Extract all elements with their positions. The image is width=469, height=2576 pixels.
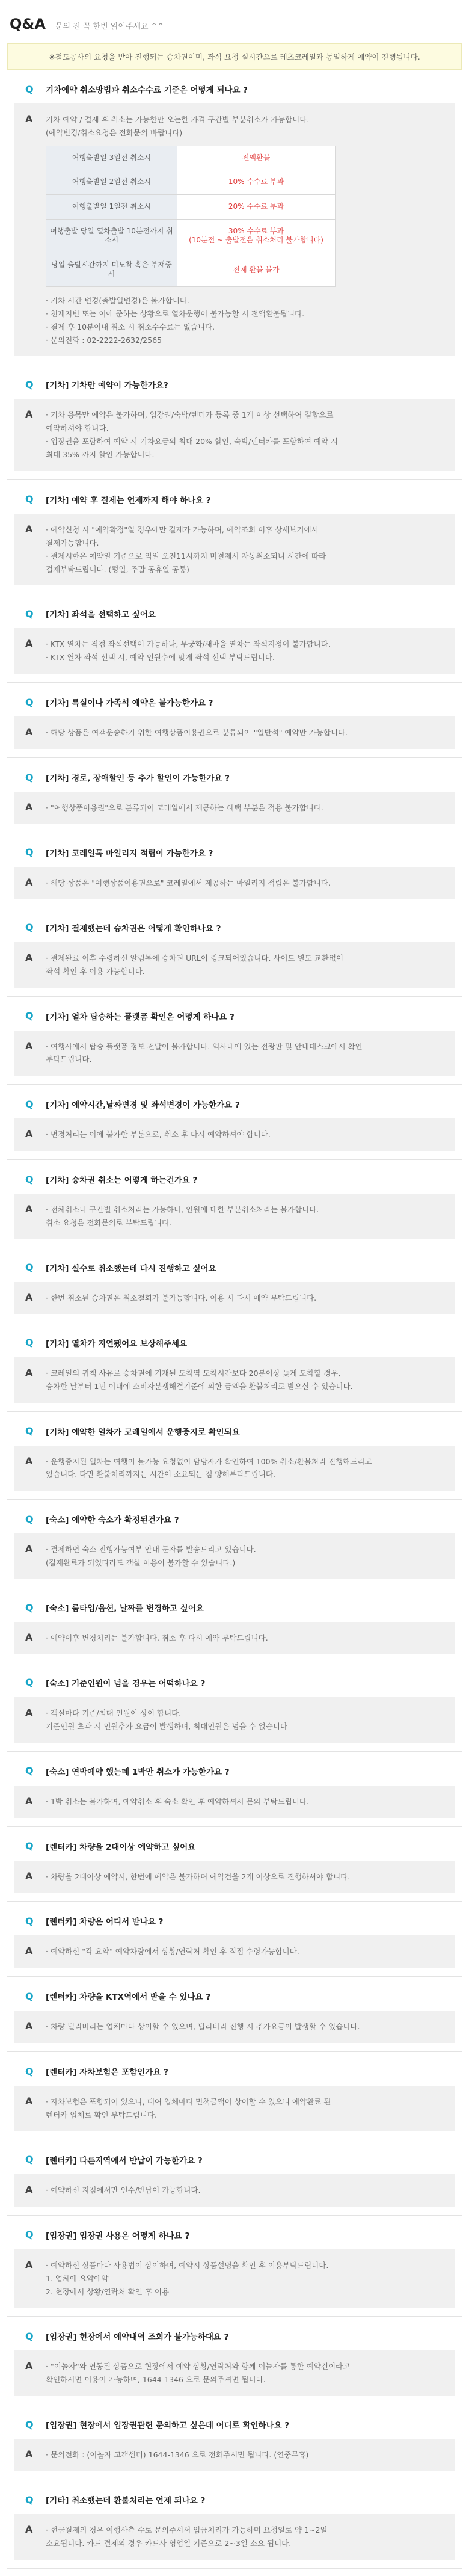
fee-charge-cell: 10% 수수료 부과 bbox=[177, 170, 336, 195]
question-mark-icon: Q bbox=[25, 1098, 34, 1110]
question-text: 기차예약 취소방법과 취소수수료 기준은 어떻게 되나요 ? bbox=[46, 85, 248, 95]
question-text: [기차] 결제했는데 승차권은 어떻게 확인하나요 ? bbox=[46, 923, 221, 934]
answer-line: · 차량을 2대이상 예약시, 한번에 예약은 불가하며 예약건을 2개 이상으로 진행하셔야 합니다. bbox=[46, 1872, 351, 1881]
answer-body bbox=[46, 1455, 444, 1482]
question-text: [입장권] 현장에서 예약내역 조회가 불가능하대요 ? bbox=[46, 2332, 229, 2343]
question-text: [렌터카] 차량은 어디서 받나요 ? bbox=[46, 1917, 164, 1927]
question-mark-icon: Q bbox=[25, 1601, 34, 1613]
answer-body bbox=[46, 113, 444, 347]
answer-body bbox=[46, 2360, 444, 2386]
answer-line: · 예약하신 "각 요약" 예약차량에서 상황/연락처 확인 후 직접 수령가능합니다. bbox=[46, 1947, 299, 1956]
answer-body bbox=[46, 638, 444, 664]
answer-mark-icon: A bbox=[25, 951, 33, 963]
question-mark-icon: Q bbox=[25, 1677, 34, 1689]
answer-line: 예약하셔야 합니다. bbox=[46, 424, 109, 433]
qa-item bbox=[7, 365, 462, 480]
answer-mark-icon: A bbox=[25, 1870, 33, 1882]
answer-line: · 기차 시간 변경(출발일변경)은 불가합니다. bbox=[46, 295, 189, 305]
question-row[interactable] bbox=[7, 997, 462, 1031]
answer-line: 부탁드립니다. bbox=[46, 1055, 92, 1064]
answer-box bbox=[14, 1533, 455, 1579]
answer-body bbox=[46, 2524, 444, 2550]
question-text: [기차] 승차권 취소는 어떻게 하는건가요 ? bbox=[46, 1176, 198, 1186]
question-text: [숙소] 예약한 숙소가 확정된건가요 ? bbox=[46, 1515, 179, 1526]
question-text: [기차] 기차만 예약이 가능한가요? bbox=[46, 381, 168, 391]
answer-line: · "이놀자"와 연동된 상품으로 현장에서 예약 상황/연락처와 함께 이놀자를 통한 예약건이라고 bbox=[46, 2362, 351, 2371]
question-mark-icon: Q bbox=[25, 2229, 34, 2241]
qa-item bbox=[7, 1160, 462, 1248]
answer-mark-icon: A bbox=[25, 1795, 33, 1807]
question-text: [입장권] 현장에서 입장권관련 문의하고 싶은데 어디로 확인하나요 ? bbox=[46, 2421, 290, 2431]
question-mark-icon: Q bbox=[25, 608, 34, 620]
fee-charge-cell: 전액환불 bbox=[177, 146, 336, 170]
answer-line: · 코레일의 귀책 사유로 승차권에 기재된 도착역 도착시간보다 20분이상 늦게 도착할 경우, bbox=[46, 1368, 341, 1378]
table-row bbox=[46, 253, 336, 286]
qa-item bbox=[7, 1500, 462, 1588]
question-mark-icon: Q bbox=[25, 1173, 34, 1185]
table-row bbox=[46, 194, 336, 219]
answer-mark-icon: A bbox=[25, 1366, 33, 1378]
qa-item bbox=[7, 1977, 462, 2052]
answer-line: 렌터카 업체로 확인 부탁드립니다. bbox=[46, 2110, 157, 2120]
answer-mark-icon: A bbox=[25, 1706, 33, 1718]
question-text: [기차] 열차 탑승하는 플랫폼 확인은 어떻게 하나요 ? bbox=[46, 1012, 234, 1022]
question-text: [기차] 좌석을 선택하고 싶어요 bbox=[46, 610, 156, 620]
answer-box bbox=[14, 514, 455, 586]
answer-mark-icon: A bbox=[25, 2020, 33, 2032]
table-row bbox=[46, 219, 336, 253]
question-text: [입장권] 입장권 사용은 어떻게 하나요 ? bbox=[46, 2231, 190, 2241]
fee-condition-cell: 여행출발일 1일전 취소시 bbox=[46, 194, 177, 219]
answer-line: · 문의전화 : 02-2222-2632/2565 bbox=[46, 335, 162, 345]
answer-mark-icon: A bbox=[25, 2183, 33, 2195]
answer-box bbox=[14, 942, 455, 988]
answer-mark-icon: A bbox=[25, 2524, 33, 2536]
answer-line: · 예약신청 시 "예약확정"일 경우에만 결제가 가능하며, 예약조회 이후 상세보기에서 bbox=[46, 525, 319, 534]
answer-mark-icon: A bbox=[25, 726, 33, 738]
answer-body bbox=[46, 2184, 444, 2197]
qa-item bbox=[7, 2216, 462, 2317]
answer-box bbox=[14, 1935, 455, 1968]
answer-line: · 자차보험은 포함되어 있으나, 대여 업체마다 면책금액이 상이할 수 있으니 예약완료 된 bbox=[46, 2097, 331, 2107]
answer-line: 취소 요청은 전화문의로 부탁드립니다. bbox=[46, 1218, 172, 1228]
answer-line: 승차한 날부터 1년 이내에 소비자분쟁해결기준에 의한 금액을 환불처리로 받으실 수 있습니다. bbox=[46, 1381, 353, 1391]
answer-line: · 변경처리는 이에 불가한 부분으로, 취소 후 다시 예약하셔야 합니다. bbox=[46, 1130, 271, 1139]
answer-body bbox=[46, 952, 444, 978]
qa-item bbox=[7, 2140, 462, 2216]
answer-line: 1. 업체에 요약에약 bbox=[46, 2273, 109, 2283]
answer-line: 확인하시면 이용이 가능하며, 1644-1346 으로 문의주셔면 됩니다. bbox=[46, 2375, 266, 2385]
qa-item bbox=[7, 2317, 462, 2405]
question-mark-icon: Q bbox=[25, 922, 34, 934]
answer-line: · 전체취소나 구간별 취소처리는 가능하나, 인원에 대한 부분취소처리는 불가합니다. bbox=[46, 1205, 319, 1215]
answer-mark-icon: A bbox=[25, 2360, 33, 2372]
answer-body bbox=[46, 1632, 444, 1645]
answer-box bbox=[14, 716, 455, 749]
question-mark-icon: Q bbox=[25, 846, 34, 858]
qa-item bbox=[7, 70, 462, 365]
answer-mark-icon: A bbox=[25, 1291, 33, 1303]
answer-mark-icon: A bbox=[25, 2095, 33, 2107]
answer-box bbox=[14, 1861, 455, 1893]
answer-body bbox=[46, 1543, 444, 1570]
table-row bbox=[46, 170, 336, 195]
question-row[interactable] bbox=[7, 1902, 462, 1935]
answer-line: · 문의전화 : (이놀자 고객센터) 1644-1346 으로 전화주시면 됩니다. (연중무휴) bbox=[46, 2450, 309, 2460]
question-mark-icon: Q bbox=[25, 2154, 34, 2166]
qa-item bbox=[7, 1412, 462, 1500]
answer-body bbox=[46, 877, 444, 890]
answer-body bbox=[46, 1870, 444, 1884]
question-row[interactable] bbox=[7, 70, 462, 103]
question-text: [숙소] 룸타입/옵션, 날짜를 변경하고 싶어요 bbox=[46, 1604, 204, 1614]
qa-item bbox=[7, 683, 462, 758]
question-text: [렌터카] 다른지역에서 반납이 가능한가요 ? bbox=[46, 2155, 203, 2166]
qa-item bbox=[7, 480, 462, 595]
qa-item bbox=[7, 1588, 462, 1663]
answer-body bbox=[46, 2095, 444, 2122]
question-row[interactable] bbox=[7, 1412, 462, 1446]
answer-body bbox=[46, 2020, 444, 2033]
qa-item bbox=[7, 594, 462, 683]
page-title: Q&A bbox=[10, 16, 46, 32]
answer-line: · 예약하신 상품마다 사용법이 상이하며, 예약시 상품설명을 확인 후 이용부탁드립니다. bbox=[46, 2260, 329, 2270]
answer-box bbox=[14, 2011, 455, 2043]
answer-box bbox=[14, 1194, 455, 1239]
question-row[interactable] bbox=[7, 908, 462, 942]
question-mark-icon: Q bbox=[25, 2418, 34, 2430]
question-row[interactable] bbox=[7, 2405, 462, 2439]
answer-body bbox=[46, 726, 444, 739]
answer-box bbox=[14, 1031, 455, 1076]
answer-line: · 객실마다 기준/최대 인원이 상이 합니다. bbox=[46, 1708, 182, 1718]
answer-line: · 1박 취소는 불가하며, 예약취소 후 숙소 확인 후 예약하셔서 문의 부탁드립니다. bbox=[46, 1796, 309, 1806]
answer-line: 2. 현장에서 상황/연락처 확인 후 이용 bbox=[46, 2287, 170, 2296]
question-row[interactable] bbox=[7, 2480, 462, 2514]
qa-item bbox=[7, 1902, 462, 1977]
question-row[interactable] bbox=[7, 1752, 462, 1786]
answer-line: 최대 35% 까지 할인 가능합니다. bbox=[46, 450, 155, 460]
fee-charge-cell: 전체 환불 불가 bbox=[177, 253, 336, 286]
question-mark-icon: Q bbox=[25, 378, 34, 390]
answer-line: · 결제 후 10분이내 취소 시 취소수수료는 없습니다. bbox=[46, 322, 215, 331]
qa-item bbox=[7, 1663, 462, 1752]
answer-mark-icon: A bbox=[25, 113, 33, 125]
question-row[interactable] bbox=[7, 1160, 462, 1194]
answer-line: · KTX 열차 좌석 선택 시, 예약 인원수에 맞게 좌석 선택 부탁드립니다. bbox=[46, 653, 275, 662]
answer-line: · 해당 상품은 여객운송하기 위한 여행상품이용권으로 분류되어 "일반석" 예약만 가능합니다. bbox=[46, 728, 348, 738]
answer-box bbox=[14, 2514, 455, 2560]
qa-item bbox=[7, 2405, 462, 2480]
question-text: [렌터카] 차량을 KTX역에서 받을 수 있나요 ? bbox=[46, 1992, 211, 2003]
answer-line: · 결제시한은 예약일 기준으로 익일 오전11시까지 미결제시 자동취소되니 시간에 따라 bbox=[46, 551, 326, 561]
answer-mark-icon: A bbox=[25, 1128, 33, 1140]
question-mark-icon: Q bbox=[25, 2494, 34, 2506]
answer-line: · 입장권을 포함하여 예약 시 기차요금의 최대 20% 할인, 숙박/렌터카를 포함하여 예약 시 bbox=[46, 437, 339, 446]
table-row bbox=[46, 146, 336, 170]
question-row[interactable] bbox=[7, 2140, 462, 2174]
answer-box bbox=[14, 1622, 455, 1654]
qa-list bbox=[7, 70, 462, 2569]
answer-body bbox=[46, 2259, 444, 2299]
answer-line: · 결제하면 숙소 진행가능여부 안내 문자를 발송드리고 있습니다. bbox=[46, 1545, 256, 1555]
cancellation-fee-table bbox=[46, 146, 336, 287]
answer-box bbox=[14, 399, 455, 471]
answer-line: 기준인원 초과 시 인원추가 요금이 발생하며, 최대인원은 넘을 수 없습니다 bbox=[46, 1721, 287, 1731]
answer-line: · 예약이후 변경처리는 불가합니다. 취소 후 다시 예약 부탁드립니다. bbox=[46, 1633, 268, 1643]
answer-box bbox=[14, 103, 455, 356]
question-row[interactable] bbox=[7, 683, 462, 716]
answer-box bbox=[14, 1118, 455, 1151]
answer-box bbox=[14, 2439, 455, 2471]
answer-box bbox=[14, 2174, 455, 2207]
answer-line: (예약변경/취소요청은 전화문의 바랍니다) bbox=[46, 128, 183, 137]
answer-box bbox=[14, 2086, 455, 2131]
question-mark-icon: Q bbox=[25, 1337, 34, 1349]
question-mark-icon: Q bbox=[25, 696, 34, 708]
question-mark-icon: Q bbox=[25, 1010, 34, 1022]
fee-condition-cell: 당일 출발시간까지 미도착 혹은 부재중 시 bbox=[46, 253, 177, 286]
question-row[interactable] bbox=[7, 2317, 462, 2350]
answer-mark-icon: A bbox=[25, 876, 33, 888]
question-row[interactable] bbox=[7, 2216, 462, 2249]
question-text: [기차] 코레일톡 마일리지 적립이 가능한가요 ? bbox=[46, 848, 213, 858]
answer-box bbox=[14, 2350, 455, 2396]
qa-item bbox=[7, 758, 462, 833]
answer-body bbox=[46, 1367, 444, 1393]
answer-box bbox=[14, 1357, 455, 1403]
answer-body bbox=[46, 523, 444, 576]
question-text: [기차] 특실이나 가족석 예약은 불가능한가요 ? bbox=[46, 698, 213, 709]
qa-item bbox=[7, 908, 462, 997]
answer-mark-icon: A bbox=[25, 638, 33, 650]
question-mark-icon: Q bbox=[25, 1915, 34, 1927]
question-mark-icon: Q bbox=[25, 2330, 34, 2342]
fee-condition-cell: 여행출발일 3일전 취소시 bbox=[46, 146, 177, 170]
answer-box bbox=[14, 1282, 455, 1314]
answer-line: · 해당 상품은 "여행상품이용권으로" 코레일에서 제공하는 마일리지 적립은 불가합니다. bbox=[46, 878, 331, 887]
answer-line: · 결제완료 이후 수령하신 알림톡에 승차권 URL이 링크되어있습니다. 사이트 별도 교환없이 bbox=[46, 953, 344, 963]
answer-mark-icon: A bbox=[25, 1543, 33, 1555]
answer-mark-icon: A bbox=[25, 801, 33, 813]
qa-item bbox=[7, 1323, 462, 1412]
question-row[interactable] bbox=[7, 1500, 462, 1533]
answer-body bbox=[46, 1707, 444, 1733]
answer-body bbox=[46, 2448, 444, 2462]
question-text: [숙소] 기준인원이 넘을 경우는 어떡하나요 ? bbox=[46, 1678, 206, 1689]
answer-line: 있습니다. 다만 환불처리까지는 시간이 소요되는 점 양해부탁드립니다. bbox=[46, 1470, 275, 1479]
answer-body bbox=[46, 1128, 444, 1141]
question-mark-icon: Q bbox=[25, 771, 34, 783]
qa-item bbox=[7, 1752, 462, 1827]
answer-line: · 한번 취소된 승차권은 취소철회가 불가능합니다. 이용 시 다시 예약 부탁드립니다. bbox=[46, 1293, 317, 1302]
question-row[interactable] bbox=[7, 1323, 462, 1357]
answer-line: 기차 예약 / 결제 후 취소는 가능한만 오는한 가격 구간별 부분취소가 가능합니다. bbox=[46, 115, 310, 124]
question-mark-icon: Q bbox=[25, 1513, 34, 1525]
qa-item bbox=[7, 2480, 462, 2569]
notice-banner: ※철도공사의 요청을 받아 진행되는 승차권이며, 좌석 요청 실시간으로 레츠코레일과 동일하게 예약이 진행됩니다. bbox=[7, 43, 462, 70]
question-text: [기차] 열차가 지연됐어요 보상해주세요 bbox=[46, 1339, 188, 1349]
answer-box bbox=[14, 792, 455, 824]
question-text: [기타] 취소했는데 환불처리는 언제 되나요 ? bbox=[46, 2496, 206, 2506]
question-mark-icon: Q bbox=[25, 493, 34, 505]
question-row[interactable] bbox=[7, 365, 462, 399]
answer-box bbox=[14, 2249, 455, 2308]
answer-body bbox=[46, 1203, 444, 1230]
answer-line: · 운행중지된 열차는 여행이 불가능 요청없이 담당자가 확인하여 100% 취소/환불처리 진행해드리고 bbox=[46, 1456, 372, 1466]
fee-condition-cell: 여행출발일 2일전 취소시 bbox=[46, 170, 177, 195]
question-mark-icon: Q bbox=[25, 1990, 34, 2002]
answer-body bbox=[46, 1945, 444, 1958]
answer-mark-icon: A bbox=[25, 1455, 33, 1467]
question-row[interactable] bbox=[7, 1248, 462, 1282]
fee-charge-cell: 30% 수수료 부과 (10분전 ~ 출발전은 취소처리 불가합니다) bbox=[177, 219, 336, 253]
qa-item bbox=[7, 833, 462, 908]
fee-condition-cell: 여행출발 당일 열차출발 10분전까지 취소시 bbox=[46, 219, 177, 253]
answer-body bbox=[46, 1292, 444, 1305]
answer-mark-icon: A bbox=[25, 1203, 33, 1215]
question-text: [숙소] 연박예약 했는데 1박만 취소가 가능한가요 ? bbox=[46, 1767, 230, 1777]
qa-item bbox=[7, 2052, 462, 2140]
question-text: [기차] 경로, 장애할인 등 추가 할인이 가능한가요 ? bbox=[46, 774, 230, 784]
answer-line: 결제부탁드립니다. (평일, 주말 공휴일 공통) bbox=[46, 564, 189, 574]
question-mark-icon: Q bbox=[25, 83, 34, 95]
question-mark-icon: Q bbox=[25, 1840, 34, 1852]
answer-line: · 현금결제의 경우 여행사측 수로 문의주셔서 입금처리가 가능하며 요청일로 약 1~2일 bbox=[46, 2525, 328, 2535]
qa-item bbox=[7, 1085, 462, 1160]
page-header bbox=[7, 0, 462, 40]
fee-charge-cell: 20% 수수료 부과 bbox=[177, 194, 336, 219]
question-row[interactable] bbox=[7, 1588, 462, 1622]
answer-line: · "여행상품이용권"으로 분류되어 코레일에서 제공하는 혜택 부분은 적용 불가합니다. bbox=[46, 803, 323, 813]
answer-box bbox=[14, 867, 455, 899]
answer-mark-icon: A bbox=[25, 1632, 33, 1644]
answer-mark-icon: A bbox=[25, 523, 33, 535]
answer-line: · 기차 용목만 예약은 불가하며, 입장권/숙박/렌터카 등록 중 1개 이상 선택하여 결합으로 bbox=[46, 410, 334, 420]
question-mark-icon: Q bbox=[25, 1425, 34, 1437]
question-text: [기차] 실수로 취소했는데 다시 진행하고 싶어요 bbox=[46, 1263, 216, 1274]
question-text: [기차] 예약한 열차가 코레일에서 운행중지로 확인되요 bbox=[46, 1427, 240, 1437]
question-row[interactable] bbox=[7, 1663, 462, 1697]
question-row[interactable] bbox=[7, 594, 462, 628]
answer-line: · 예약하신 지점에서만 인수/반납이 가능합니다. bbox=[46, 2185, 201, 2195]
page-subtitle: 문의 전 꼭 한번 읽어주세요 ^^ bbox=[55, 22, 164, 31]
question-mark-icon: Q bbox=[25, 1262, 34, 1274]
question-row[interactable] bbox=[7, 1085, 462, 1118]
answer-body bbox=[46, 1040, 444, 1067]
answer-mark-icon: A bbox=[25, 1040, 33, 1052]
question-text: [기차] 예약시간,날짜변경 및 좌석변경이 가능한가요 ? bbox=[46, 1100, 240, 1111]
question-row[interactable] bbox=[7, 2052, 462, 2086]
answer-line: 소요됩니다. 카드 결제의 경우 카드사 영업일 기준으로 2~3일 소요 됩니다. bbox=[46, 2538, 292, 2548]
question-mark-icon: Q bbox=[25, 1765, 34, 1777]
answer-line: (결제완료가 되었다라도 객실 이용이 불가할 수 있습니다.) bbox=[46, 1558, 236, 1568]
question-text: [렌터카] 자차보험은 포함인가요 ? bbox=[46, 2068, 168, 2078]
question-text: [렌터카] 차량을 2대이상 예약하고 싶어요 bbox=[46, 1842, 196, 1852]
qa-item bbox=[7, 1248, 462, 1323]
answer-box bbox=[14, 628, 455, 674]
answer-body bbox=[46, 408, 444, 461]
answer-mark-icon: A bbox=[25, 2448, 33, 2460]
answer-box bbox=[14, 1786, 455, 1818]
answer-body bbox=[46, 801, 444, 815]
answer-body bbox=[46, 1795, 444, 1808]
question-row[interactable] bbox=[7, 833, 462, 867]
question-row[interactable] bbox=[7, 1977, 462, 2011]
question-text: [기차] 예약 후 결제는 언제까지 해야 하나요 ? bbox=[46, 495, 211, 505]
answer-line: · 천재지변 또는 이에 준하는 상황으로 열차운행이 불가능할 시 전액환불됩니다. bbox=[46, 309, 305, 318]
qa-item bbox=[7, 1827, 462, 1902]
answer-line: · 여행사에서 탑승 플랫폼 정보 전달이 불가합니다. 역사내에 있는 전광판 및 안내데스크에서 확인 bbox=[46, 1041, 363, 1051]
answer-box bbox=[14, 1446, 455, 1491]
answer-line: 좌석 확인 후 이용 가능합니다. bbox=[46, 966, 145, 976]
answer-mark-icon: A bbox=[25, 408, 33, 421]
answer-mark-icon: A bbox=[25, 1945, 33, 1957]
question-row[interactable] bbox=[7, 758, 462, 792]
answer-box bbox=[14, 1697, 455, 1743]
question-mark-icon: Q bbox=[25, 2065, 34, 2077]
answer-mark-icon: A bbox=[25, 2258, 33, 2270]
answer-line: 결제가능합니다. bbox=[46, 538, 99, 547]
answer-line: · KTX 열차는 직접 좌석선택이 가능하나, 무궁화/새마을 열차는 좌석지정이 불가합니다. bbox=[46, 639, 331, 649]
answer-line: · 차량 딜리버리는 업체마다 상이할 수 있으며, 딜리버리 진행 시 추가요금이 발생할 수 있습니다. bbox=[46, 2022, 360, 2032]
question-row[interactable] bbox=[7, 1827, 462, 1861]
qa-item bbox=[7, 997, 462, 1085]
question-row[interactable] bbox=[7, 480, 462, 514]
